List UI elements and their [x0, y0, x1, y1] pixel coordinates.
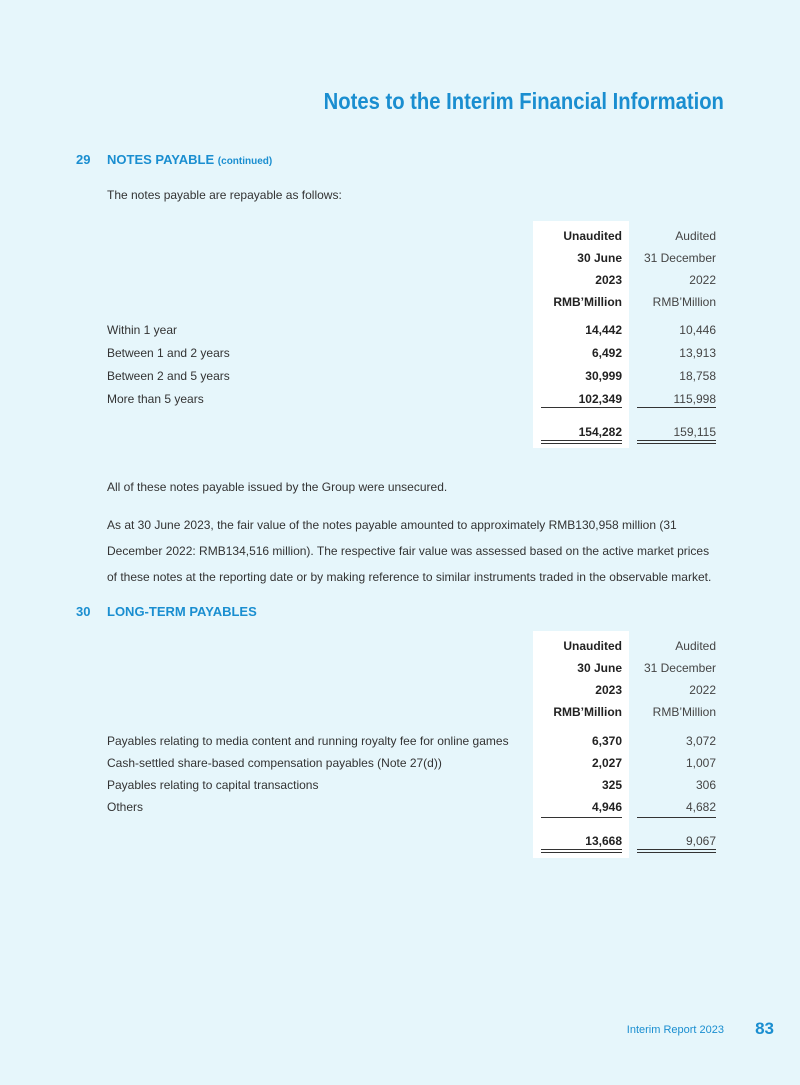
subtotal-underline: [637, 817, 716, 818]
section-number: 29: [76, 152, 91, 167]
value-2023: 325: [601, 778, 622, 792]
table-header-row: [0, 680, 800, 702]
row-label: Between 2 and 5 years: [107, 369, 230, 383]
section-title: NOTES PAYABLE: [107, 152, 215, 167]
value-2022: 115,998: [673, 392, 716, 406]
row-label: Payables relating to media content and running royalty fee for online games: [107, 734, 509, 748]
header-cell: Audited: [675, 639, 716, 653]
header-cell: 2023: [595, 273, 622, 287]
header-cell: RMB’Million: [652, 705, 716, 719]
row-label: More than 5 years: [107, 392, 204, 406]
value-2023: 30,999: [585, 369, 622, 383]
total-double-underline: [637, 440, 716, 444]
value-2023: 2,027: [591, 756, 622, 770]
table-row: [0, 343, 800, 365]
row-label: Others: [107, 800, 144, 814]
header-cell: 2022: [689, 273, 716, 287]
table-row: [0, 731, 800, 753]
table-header-row: [0, 636, 800, 658]
subtotal-underline: [637, 407, 716, 408]
row-label: Cash-settled share-based compensation payables (Note 27(d)): [107, 756, 442, 770]
header-cell: 30 June: [577, 661, 622, 675]
section-number: 30: [76, 604, 91, 619]
value-2023: 14,442: [585, 323, 622, 337]
page-number: 83: [755, 1019, 774, 1038]
table-row: [0, 797, 800, 819]
row-label: Within 1 year: [107, 323, 178, 337]
section-29-heading: [76, 152, 272, 167]
header-cell: Audited: [675, 229, 716, 243]
total-double-underline: [541, 849, 622, 853]
table-header-row: [0, 248, 800, 270]
value-2023: 4,946: [591, 800, 622, 814]
header-cell: Unaudited: [563, 229, 622, 243]
header-cell: 31 December: [643, 251, 716, 265]
table-row: [0, 320, 800, 342]
subtotal-underline: [541, 407, 622, 408]
row-label: Payables relating to capital transactions: [107, 778, 319, 792]
subtotal-underline: [541, 817, 622, 818]
total-2023: 154,282: [578, 425, 622, 439]
header-cell: 2023: [595, 683, 622, 697]
value-2022: 13,913: [679, 346, 716, 360]
header-cell: RMB’Million: [553, 705, 622, 719]
total-double-underline: [637, 849, 716, 853]
header-cell: 31 December: [643, 661, 716, 675]
total-2023: 13,668: [585, 834, 622, 848]
value-2022: 10,446: [679, 323, 716, 337]
header-cell: RMB’Million: [652, 295, 716, 309]
section-29-intro: The notes payable are repayable as follows:: [107, 188, 342, 202]
value-2023: 6,370: [591, 734, 622, 748]
table-header-row: [0, 226, 800, 248]
value-2023: 102,349: [578, 392, 622, 406]
table-header-row: [0, 658, 800, 680]
value-2022: 18,758: [679, 369, 716, 383]
header-cell: Unaudited: [563, 639, 622, 653]
report-name: Interim Report 2023: [626, 1024, 724, 1036]
section-title: LONG-TERM PAYABLES: [107, 604, 257, 619]
unsecured-note: All of these notes payable issued by the Group were unsecured.: [107, 480, 448, 494]
table-row: [0, 775, 800, 797]
table-header-row: [0, 702, 800, 724]
header-cell: 30 June: [577, 251, 622, 265]
value-2022: 1,007: [685, 756, 716, 770]
section-30-heading: [76, 604, 257, 619]
value-2022: 4,682: [685, 800, 716, 814]
total-2022: 159,115: [673, 425, 716, 439]
total-double-underline: [541, 440, 622, 444]
total-2022: 9,067: [685, 834, 716, 848]
table-row: [0, 366, 800, 388]
header-cell: RMB’Million: [553, 295, 622, 309]
page-title: Notes to the Interim Financial Information: [323, 88, 724, 114]
value-2022: 306: [695, 778, 716, 792]
fair-value-note: As at 30 June 2023, the fair value of the notes payable amounted to approximately RMB130,958 million (31 December 2022: RMB134,516 million). The respective fair value was assessed based on the active market prices of these notes at the reporting date or by making reference to similar instruments traded in the observable market.: [107, 518, 712, 584]
header-cell: 2022: [689, 683, 716, 697]
value-2023: 6,492: [591, 346, 622, 360]
value-2022: 3,072: [685, 734, 716, 748]
table-header-row: [0, 270, 800, 292]
table-row: [0, 753, 800, 775]
table-header-row: [0, 292, 800, 314]
row-label: Between 1 and 2 years: [107, 346, 230, 360]
continued-label: (continued): [217, 156, 273, 167]
